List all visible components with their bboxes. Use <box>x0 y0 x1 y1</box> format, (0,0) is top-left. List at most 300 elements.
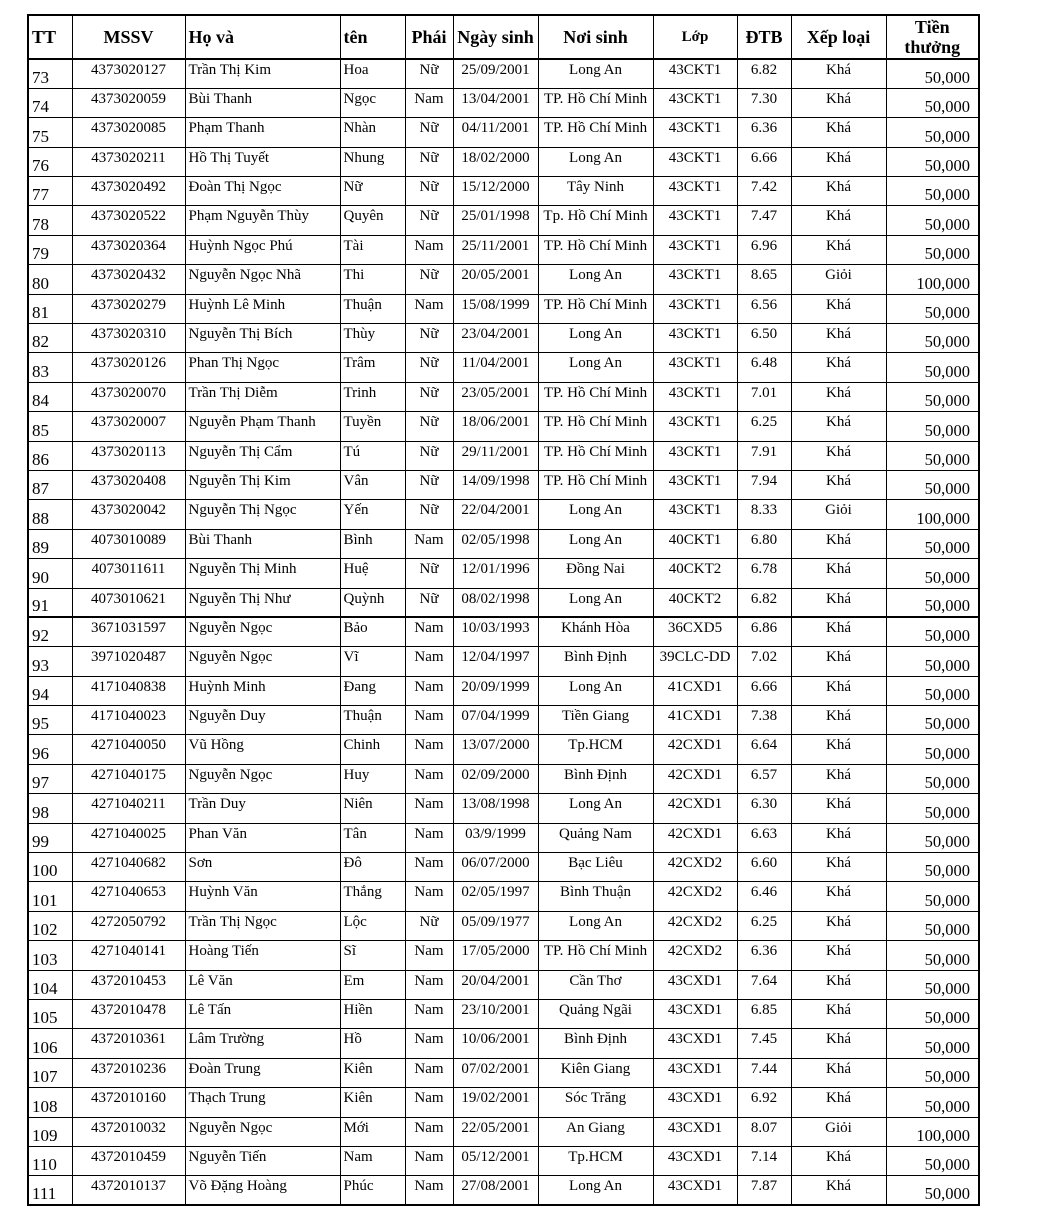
cell-xep-loai: Khá <box>791 59 886 88</box>
cell-ngay-sinh: 02/05/1997 <box>453 882 538 911</box>
cell-dtb: 6.60 <box>737 853 791 882</box>
cell-tien-thuong: 50,000 <box>886 1088 979 1117</box>
cell-dtb: 6.30 <box>737 794 791 823</box>
cell-lop: 41CXD1 <box>653 676 737 705</box>
cell-ten: Em <box>340 970 405 999</box>
cell-dtb: 7.94 <box>737 470 791 499</box>
cell-lop: 43CXD1 <box>653 1000 737 1029</box>
cell-tien-thuong: 100,000 <box>886 500 979 529</box>
cell-noi-sinh: Tp. Hồ Chí Minh <box>538 206 653 235</box>
cell-tt: 94 <box>28 676 72 705</box>
cell-phai: Nam <box>405 735 453 764</box>
cell-dtb: 7.42 <box>737 177 791 206</box>
cell-ho-va: Huỳnh Lê Minh <box>185 294 340 323</box>
table-row <box>28 1029 979 1058</box>
cell-lop: 40CKT2 <box>653 588 737 617</box>
cell-xep-loai: Khá <box>791 794 886 823</box>
cell-xep-loai: Khá <box>791 206 886 235</box>
cell-mssv: 4271040682 <box>72 853 185 882</box>
cell-ngay-sinh: 20/05/2001 <box>453 265 538 294</box>
cell-xep-loai: Khá <box>791 294 886 323</box>
table-row <box>28 559 979 588</box>
cell-lop: 43CXD1 <box>653 1058 737 1087</box>
cell-mssv: 4373020085 <box>72 118 185 147</box>
cell-mssv: 4373020126 <box>72 353 185 382</box>
cell-dtb: 6.36 <box>737 118 791 147</box>
cell-ho-va: Trần Thị Kim <box>185 59 340 88</box>
cell-mssv: 4171040838 <box>72 676 185 705</box>
cell-tt: 81 <box>28 294 72 323</box>
cell-noi-sinh: Long An <box>538 324 653 353</box>
cell-tien-thuong: 50,000 <box>886 764 979 793</box>
cell-lop: 43CKT1 <box>653 59 737 88</box>
cell-tien-thuong: 50,000 <box>886 529 979 558</box>
cell-tt: 83 <box>28 353 72 382</box>
cell-mssv: 4073010621 <box>72 588 185 617</box>
cell-ten: Huy <box>340 764 405 793</box>
cell-noi-sinh: Long An <box>538 353 653 382</box>
cell-mssv: 4271040175 <box>72 764 185 793</box>
cell-lop: 43CKT1 <box>653 177 737 206</box>
header-tien-thuong: Tiền thưởng <box>886 15 979 59</box>
cell-ho-va: Phạm Thanh <box>185 118 340 147</box>
cell-ten: Niên <box>340 794 405 823</box>
table-row <box>28 823 979 852</box>
cell-dtb: 7.44 <box>737 1058 791 1087</box>
cell-phai: Nam <box>405 647 453 676</box>
cell-tt: 75 <box>28 118 72 147</box>
table-row <box>28 412 979 441</box>
cell-tien-thuong: 50,000 <box>886 559 979 588</box>
cell-phai: Nam <box>405 1058 453 1087</box>
cell-mssv: 4372010453 <box>72 970 185 999</box>
cell-ten: Thùy <box>340 324 405 353</box>
cell-ho-va: Nguyễn Duy <box>185 706 340 735</box>
cell-tien-thuong: 50,000 <box>886 823 979 852</box>
cell-noi-sinh: TP. Hồ Chí Minh <box>538 294 653 323</box>
cell-lop: 43CXD1 <box>653 1146 737 1175</box>
cell-ngay-sinh: 08/02/1998 <box>453 588 538 617</box>
student-award-sheet <box>27 14 978 1206</box>
cell-dtb: 6.46 <box>737 882 791 911</box>
cell-lop: 39CLC-DD <box>653 647 737 676</box>
cell-noi-sinh: TP. Hồ Chí Minh <box>538 941 653 970</box>
cell-ngay-sinh: 12/01/1996 <box>453 559 538 588</box>
cell-ten: Thi <box>340 265 405 294</box>
cell-dtb: 6.50 <box>737 324 791 353</box>
cell-phai: Nữ <box>405 206 453 235</box>
cell-lop: 40CKT1 <box>653 529 737 558</box>
cell-ho-va: Phan Thị Ngọc <box>185 353 340 382</box>
cell-xep-loai: Khá <box>791 1029 886 1058</box>
cell-dtb: 8.33 <box>737 500 791 529</box>
cell-lop: 42CXD1 <box>653 794 737 823</box>
cell-xep-loai: Khá <box>791 911 886 940</box>
cell-dtb: 6.57 <box>737 764 791 793</box>
table-row <box>28 177 979 206</box>
cell-phai: Nữ <box>405 147 453 176</box>
cell-tt: 108 <box>28 1088 72 1117</box>
cell-phai: Nam <box>405 882 453 911</box>
cell-tt: 77 <box>28 177 72 206</box>
cell-xep-loai: Khá <box>791 853 886 882</box>
cell-ho-va: Nguyễn Ngọc Nhã <box>185 265 340 294</box>
cell-tien-thuong: 50,000 <box>886 941 979 970</box>
table-row <box>28 324 979 353</box>
cell-ngay-sinh: 27/08/2001 <box>453 1176 538 1205</box>
cell-xep-loai: Khá <box>791 235 886 264</box>
cell-noi-sinh: Long An <box>538 588 653 617</box>
cell-tt: 95 <box>28 706 72 735</box>
cell-ten: Ngọc <box>340 88 405 117</box>
cell-ngay-sinh: 15/08/1999 <box>453 294 538 323</box>
cell-ten: Phúc <box>340 1176 405 1205</box>
table-row <box>28 970 979 999</box>
cell-ho-va: Nguyễn Ngọc <box>185 617 340 646</box>
cell-tien-thuong: 50,000 <box>886 235 979 264</box>
cell-dtb: 6.82 <box>737 59 791 88</box>
cell-lop: 43CKT1 <box>653 235 737 264</box>
cell-xep-loai: Khá <box>791 441 886 470</box>
cell-ho-va: Phan Văn <box>185 823 340 852</box>
cell-ten: Quỳnh <box>340 588 405 617</box>
cell-tien-thuong: 50,000 <box>886 1146 979 1175</box>
cell-tt: 85 <box>28 412 72 441</box>
cell-xep-loai: Khá <box>791 617 886 646</box>
cell-noi-sinh: Tp.HCM <box>538 735 653 764</box>
table-row <box>28 235 979 264</box>
cell-tien-thuong: 50,000 <box>886 970 979 999</box>
cell-xep-loai: Khá <box>791 147 886 176</box>
cell-dtb: 6.63 <box>737 823 791 852</box>
cell-phai: Nữ <box>405 500 453 529</box>
cell-noi-sinh: TP. Hồ Chí Minh <box>538 235 653 264</box>
cell-ho-va: Võ Đặng Hoàng <box>185 1176 340 1205</box>
cell-phai: Nam <box>405 617 453 646</box>
cell-phai: Nam <box>405 970 453 999</box>
cell-xep-loai: Khá <box>791 324 886 353</box>
header-dtb: ĐTB <box>737 15 791 59</box>
cell-dtb: 6.56 <box>737 294 791 323</box>
cell-mssv: 4372010160 <box>72 1088 185 1117</box>
table-row <box>28 706 979 735</box>
cell-tt: 80 <box>28 265 72 294</box>
table-row <box>28 735 979 764</box>
cell-phai: Nam <box>405 1176 453 1205</box>
cell-lop: 40CKT2 <box>653 559 737 588</box>
cell-lop: 43CKT1 <box>653 206 737 235</box>
cell-ngay-sinh: 02/09/2000 <box>453 764 538 793</box>
cell-ngay-sinh: 29/11/2001 <box>453 441 538 470</box>
cell-noi-sinh: TP. Hồ Chí Minh <box>538 118 653 147</box>
cell-dtb: 7.01 <box>737 382 791 411</box>
cell-ten: Tài <box>340 235 405 264</box>
cell-phai: Nam <box>405 88 453 117</box>
cell-dtb: 7.87 <box>737 1176 791 1205</box>
cell-phai: Nữ <box>405 177 453 206</box>
table-row <box>28 500 979 529</box>
cell-ten: Mới <box>340 1117 405 1146</box>
cell-tt: 74 <box>28 88 72 117</box>
cell-dtb: 6.48 <box>737 353 791 382</box>
cell-lop: 42CXD2 <box>653 941 737 970</box>
cell-ho-va: Nguyễn Thị Kim <box>185 470 340 499</box>
cell-ho-va: Thạch Trung <box>185 1088 340 1117</box>
cell-noi-sinh: TP. Hồ Chí Minh <box>538 382 653 411</box>
cell-lop: 43CKT1 <box>653 324 737 353</box>
cell-xep-loai: Khá <box>791 1176 886 1205</box>
cell-mssv: 4372010459 <box>72 1146 185 1175</box>
cell-dtb: 6.96 <box>737 235 791 264</box>
cell-mssv: 4373020211 <box>72 147 185 176</box>
cell-tt: 103 <box>28 941 72 970</box>
cell-lop: 43CKT1 <box>653 412 737 441</box>
table-row <box>28 529 979 558</box>
cell-lop: 43CKT1 <box>653 294 737 323</box>
cell-tt: 104 <box>28 970 72 999</box>
table-header <box>28 15 979 59</box>
cell-mssv: 4271040050 <box>72 735 185 764</box>
cell-phai: Nữ <box>405 911 453 940</box>
cell-dtb: 6.25 <box>737 412 791 441</box>
cell-ten: Nữ <box>340 177 405 206</box>
cell-xep-loai: Khá <box>791 676 886 705</box>
cell-ten: Bảo <box>340 617 405 646</box>
cell-ten: Lộc <box>340 911 405 940</box>
cell-mssv: 4372010137 <box>72 1176 185 1205</box>
cell-lop: 43CKT1 <box>653 353 737 382</box>
table-row <box>28 794 979 823</box>
cell-tt: 86 <box>28 441 72 470</box>
cell-ngay-sinh: 06/07/2000 <box>453 853 538 882</box>
cell-phai: Nữ <box>405 59 453 88</box>
cell-ho-va: Đoàn Trung <box>185 1058 340 1087</box>
header-ngay-sinh: Ngày sinh <box>453 15 538 59</box>
cell-lop: 43CKT1 <box>653 441 737 470</box>
cell-dtb: 8.07 <box>737 1117 791 1146</box>
table-row <box>28 59 979 88</box>
cell-ngay-sinh: 07/04/1999 <box>453 706 538 735</box>
table-body <box>28 59 979 1205</box>
cell-tt: 76 <box>28 147 72 176</box>
cell-ten: Vĩ <box>340 647 405 676</box>
header-mssv: MSSV <box>72 15 185 59</box>
table-row <box>28 941 979 970</box>
cell-mssv: 4373020042 <box>72 500 185 529</box>
cell-noi-sinh: Bình Định <box>538 647 653 676</box>
table-row <box>28 353 979 382</box>
cell-dtb: 7.47 <box>737 206 791 235</box>
cell-ngay-sinh: 17/05/2000 <box>453 941 538 970</box>
cell-mssv: 4272050792 <box>72 911 185 940</box>
cell-ngay-sinh: 05/12/2001 <box>453 1146 538 1175</box>
cell-ngay-sinh: 23/05/2001 <box>453 382 538 411</box>
cell-ho-va: Lê Tấn <box>185 1000 340 1029</box>
cell-mssv: 4073010089 <box>72 529 185 558</box>
cell-phai: Nữ <box>405 353 453 382</box>
cell-noi-sinh: Đồng Nai <box>538 559 653 588</box>
cell-mssv: 4073011611 <box>72 559 185 588</box>
cell-phai: Nam <box>405 1088 453 1117</box>
cell-ten: Nam <box>340 1146 405 1175</box>
cell-ngay-sinh: 04/11/2001 <box>453 118 538 147</box>
cell-lop: 42CXD1 <box>653 823 737 852</box>
cell-tien-thuong: 50,000 <box>886 853 979 882</box>
cell-mssv: 4171040023 <box>72 706 185 735</box>
cell-tien-thuong: 50,000 <box>886 882 979 911</box>
cell-phai: Nam <box>405 853 453 882</box>
cell-noi-sinh: Long An <box>538 1176 653 1205</box>
cell-ten: Yến <box>340 500 405 529</box>
table-row <box>28 1176 979 1205</box>
cell-mssv: 4373020113 <box>72 441 185 470</box>
cell-dtb: 6.86 <box>737 617 791 646</box>
cell-ten: Quyên <box>340 206 405 235</box>
cell-noi-sinh: Bình Định <box>538 1029 653 1058</box>
cell-xep-loai: Khá <box>791 647 886 676</box>
cell-lop: 36CXD5 <box>653 617 737 646</box>
cell-noi-sinh: Bình Định <box>538 764 653 793</box>
cell-mssv: 4373020432 <box>72 265 185 294</box>
cell-tt: 89 <box>28 529 72 558</box>
cell-lop: 41CXD1 <box>653 706 737 735</box>
cell-ngay-sinh: 11/04/2001 <box>453 353 538 382</box>
cell-tt: 111 <box>28 1176 72 1205</box>
cell-xep-loai: Khá <box>791 118 886 147</box>
cell-ngay-sinh: 25/01/1998 <box>453 206 538 235</box>
cell-mssv: 4373020492 <box>72 177 185 206</box>
header-lop: Lớp <box>653 15 737 59</box>
cell-tt: 101 <box>28 882 72 911</box>
cell-xep-loai: Khá <box>791 1000 886 1029</box>
cell-tien-thuong: 50,000 <box>886 88 979 117</box>
cell-ngay-sinh: 25/09/2001 <box>453 59 538 88</box>
cell-dtb: 7.14 <box>737 1146 791 1175</box>
cell-tien-thuong: 50,000 <box>886 1176 979 1205</box>
cell-tien-thuong: 50,000 <box>886 617 979 646</box>
cell-noi-sinh: TP. Hồ Chí Minh <box>538 470 653 499</box>
table-row <box>28 88 979 117</box>
cell-xep-loai: Khá <box>791 706 886 735</box>
cell-ho-va: Nguyễn Tiến <box>185 1146 340 1175</box>
cell-ten: Tân <box>340 823 405 852</box>
cell-ho-va: Lâm Trường <box>185 1029 340 1058</box>
cell-phai: Nam <box>405 941 453 970</box>
cell-xep-loai: Khá <box>791 1058 886 1087</box>
cell-xep-loai: Khá <box>791 1146 886 1175</box>
cell-lop: 43CXD1 <box>653 1029 737 1058</box>
cell-lop: 43CXD1 <box>653 970 737 999</box>
cell-noi-sinh: Quảng Nam <box>538 823 653 852</box>
cell-ho-va: Hồ Thị Tuyết <box>185 147 340 176</box>
table-row <box>28 911 979 940</box>
cell-tt: 98 <box>28 794 72 823</box>
cell-tien-thuong: 50,000 <box>886 470 979 499</box>
cell-ho-va: Đoàn Thị Ngọc <box>185 177 340 206</box>
cell-mssv: 4373020364 <box>72 235 185 264</box>
cell-phai: Nữ <box>405 382 453 411</box>
cell-ngay-sinh: 03/9/1999 <box>453 823 538 852</box>
table-row <box>28 382 979 411</box>
table-row <box>28 1088 979 1117</box>
cell-ngay-sinh: 20/04/2001 <box>453 970 538 999</box>
cell-ten: Thuận <box>340 294 405 323</box>
cell-noi-sinh: Long An <box>538 529 653 558</box>
cell-phai: Nam <box>405 1117 453 1146</box>
cell-tien-thuong: 50,000 <box>886 1058 979 1087</box>
cell-xep-loai: Khá <box>791 588 886 617</box>
table-row <box>28 470 979 499</box>
cell-mssv: 4373020070 <box>72 382 185 411</box>
cell-mssv: 4373020279 <box>72 294 185 323</box>
cell-tt: 91 <box>28 588 72 617</box>
cell-ten: Đô <box>340 853 405 882</box>
cell-ten: Thuận <box>340 706 405 735</box>
cell-ten: Hiền <box>340 1000 405 1029</box>
cell-phai: Nam <box>405 1146 453 1175</box>
table-row <box>28 206 979 235</box>
cell-ho-va: Nguyễn Ngọc <box>185 647 340 676</box>
cell-tt: 92 <box>28 617 72 646</box>
cell-phai: Nam <box>405 1029 453 1058</box>
cell-phai: Nam <box>405 235 453 264</box>
cell-noi-sinh: Tiền Giang <box>538 706 653 735</box>
cell-ten: Trinh <box>340 382 405 411</box>
cell-noi-sinh: Tây Ninh <box>538 177 653 206</box>
cell-phai: Nữ <box>405 412 453 441</box>
cell-ten: Huệ <box>340 559 405 588</box>
cell-tien-thuong: 50,000 <box>886 1000 979 1029</box>
cell-noi-sinh: Sóc Trăng <box>538 1088 653 1117</box>
cell-dtb: 7.30 <box>737 88 791 117</box>
cell-lop: 43CKT1 <box>653 118 737 147</box>
cell-ten: Hoa <box>340 59 405 88</box>
cell-ho-va: Huỳnh Minh <box>185 676 340 705</box>
cell-noi-sinh: Long An <box>538 676 653 705</box>
cell-ngay-sinh: 22/04/2001 <box>453 500 538 529</box>
cell-noi-sinh: TP. Hồ Chí Minh <box>538 88 653 117</box>
cell-dtb: 7.64 <box>737 970 791 999</box>
table-row <box>28 647 979 676</box>
cell-tt: 102 <box>28 911 72 940</box>
cell-ten: Hồ <box>340 1029 405 1058</box>
cell-tt: 96 <box>28 735 72 764</box>
table-row <box>28 853 979 882</box>
header-xep-loai: Xếp loại <box>791 15 886 59</box>
cell-tien-thuong: 50,000 <box>886 118 979 147</box>
cell-dtb: 6.78 <box>737 559 791 588</box>
cell-ten: Thắng <box>340 882 405 911</box>
cell-ngay-sinh: 13/07/2000 <box>453 735 538 764</box>
cell-tien-thuong: 50,000 <box>886 706 979 735</box>
table-row <box>28 617 979 646</box>
cell-lop: 43CXD1 <box>653 1088 737 1117</box>
cell-tt: 87 <box>28 470 72 499</box>
table-row <box>28 265 979 294</box>
cell-xep-loai: Giỏi <box>791 1117 886 1146</box>
cell-mssv: 4271040653 <box>72 882 185 911</box>
cell-tien-thuong: 50,000 <box>886 735 979 764</box>
cell-ten: Chinh <box>340 735 405 764</box>
cell-xep-loai: Khá <box>791 882 886 911</box>
cell-ngay-sinh: 13/04/2001 <box>453 88 538 117</box>
cell-xep-loai: Khá <box>791 470 886 499</box>
cell-lop: 42CXD1 <box>653 735 737 764</box>
cell-mssv: 4373020127 <box>72 59 185 88</box>
cell-ngay-sinh: 23/10/2001 <box>453 1000 538 1029</box>
cell-mssv: 4373020522 <box>72 206 185 235</box>
cell-lop: 43CKT1 <box>653 88 737 117</box>
